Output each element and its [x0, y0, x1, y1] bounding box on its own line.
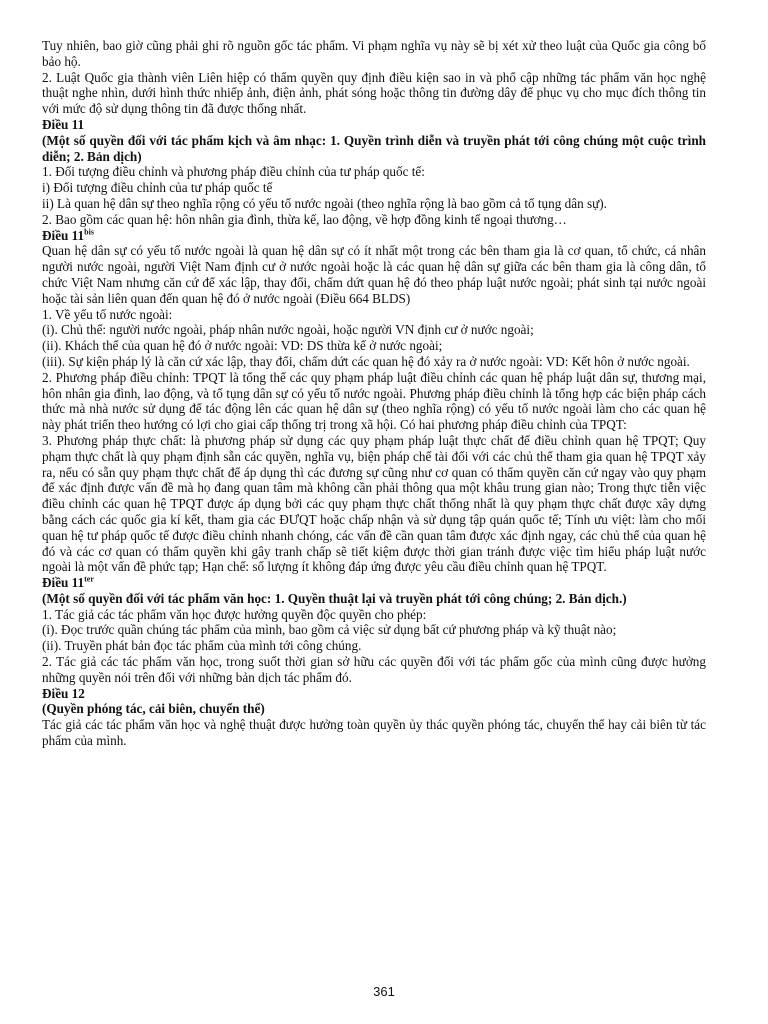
paragraph-text: 3. Phương pháp thực chất: là phương pháp sử dụng các quy phạm pháp luật thực chất để điều chỉnh quan hệ TPQT; Quy phạm thực chất là quy phạm định sẵn các quyền, nghĩa vụ, biện pháp chế tài đối với các chủ thể tham gia quan hệ TPQT xảy ra, nếu có sẵn quy phạm thực chất để áp dụng thì các đương sự cũng như cơ quan có thẩm quyền căn cứ ngay vào quy phạm để xác định được vấn đề mà họ đang quan tâm mà không cần phải thông qua một khâu trung gian nào; Trong thực tiễn việc điều chỉnh các quan hệ TPQT được áp dụng bởi các quy phạm thực chất thống nhất là quy phạm thực chất được xây dựng bằng cách các quốc gia kí kết, tham gia các ĐƯQT hoặc chấp nhận và sử dụng tập quán quốc tế; Tính ưu việt: làm cho mối quan hệ tư pháp quốc tế được điều chỉnh nhanh chóng, các vấn đề cần quan tâm được xác định ngay, các chủ thể của quan hệ đó và các cơ quan có thẩm quyền khi gây tranh chấp sẽ tiết kiệm được thời gian tránh được việc tìm hiểu pháp luật nước ngoài là một vấn đề phức tạp; Hạn chế: số lượng ít không đáp ứng được yêu cầu điều chỉnh quan hệ TPQT.: [42, 432, 706, 575]
heading-text: Điều 11: [42, 575, 85, 591]
paragraph-text: 2. Phương pháp điều chỉnh: TPQT là tổng thể các quy phạm pháp luật điều chỉnh các quan hệ pháp luật dân sự, thương mại, hôn nhân gia đình, lao động, và tố tụng dân sự có yếu tố nước ngoài. Phương pháp điều chỉnh là tổng hợp các biện pháp cách thức mà nhà nước sử dụng để tác động lên các quan hệ dân sự (theo nghĩa rộng) có yếu tố nước ngoài làm cho các quan hệ này phát triển theo hướng có lợi cho giai cấp thống trị trong xã hội. Có hai phương pháp điều chỉnh của TPQT:: [42, 369, 706, 433]
paragraph-text: 2. Luật Quốc gia thành viên Liên hiệp có thẩm quyền quy định điều kiện sao in và phổ cập những tác phẩm văn học nghệ thuật nghe nhìn, dưới hình thức nhiếp ảnh, điện ảnh, phát sóng hoặc thông tin đường dây để phục vụ cho mục đích thông tin với mức độ sử dụng thông tin đã được thống nhất.: [42, 69, 706, 117]
paragraph: [42, 607, 706, 623]
heading-text: (Một số quyền đối với tác phẩm văn học: 1. Quyền thuật lại và truyền phát tới công chúng; 2. Bản dịch.): [42, 590, 627, 606]
paragraph-text: 1. Tác giả các tác phẩm văn học được hưởng quyền độc quyền cho phép:: [42, 606, 427, 622]
page-number: 361: [373, 984, 395, 999]
paragraph: [42, 38, 706, 70]
section-heading: [42, 701, 706, 717]
paragraph: [42, 370, 706, 433]
heading-text: (Quyền phóng tác, cải biên, chuyển thể): [42, 701, 265, 717]
paragraph: [42, 164, 706, 180]
paragraph: [42, 196, 706, 212]
heading-text: (Một số quyền đối với tác phẩm kịch và âm nhạc: 1. Quyền trình diễn và truyền phát tới công chúng một cuộc trình diễn; 2. Bản dịch): [42, 132, 706, 164]
paragraph-text: ii) Là quan hệ dân sự theo nghĩa rộng có yếu tố nước ngoài (theo nghĩa rộng là bao gồm cả tố tụng dân sự).: [42, 195, 607, 211]
paragraph-text: 1. Về yếu tố nước ngoài:: [42, 306, 173, 322]
paragraph-text: (i). Chủ thể: người nước ngoài, pháp nhân nước ngoài, hoặc người VN định cư ở nước ngoài;: [42, 322, 534, 338]
paragraph-text: 1. Đối tượng điều chỉnh và phương pháp điều chỉnh của tư pháp quốc tế:: [42, 164, 425, 180]
paragraph: [42, 717, 706, 749]
heading-superscript: bis: [84, 227, 94, 237]
heading-superscript: ter: [84, 574, 94, 584]
paragraph: [42, 638, 706, 654]
paragraph: [42, 622, 706, 638]
paragraph-text: (ii). Khách thể của quan hệ đó ở nước ngoài: VD: DS thừa kế ở nước ngoài;: [42, 338, 443, 354]
section-heading: [42, 591, 706, 607]
paragraph-text: Tác giả các tác phẩm văn học và nghệ thuật được hưởng toàn quyền ủy thác quyền phóng tác, chuyển thể hay cải biên từ tác phẩm của mình.: [42, 717, 706, 749]
section-heading: [42, 228, 706, 244]
paragraph: [42, 180, 706, 196]
paragraph: [42, 433, 706, 575]
paragraph-text: i) Đối tượng điều chỉnh của tư pháp quốc tế: [42, 180, 273, 196]
paragraph: [42, 322, 706, 338]
paragraph: [42, 338, 706, 354]
section-heading: [42, 575, 706, 591]
paragraph-text: 2. Tác giả các tác phẩm văn học, trong suốt thời gian sở hữu các quyền đối với tác phẩm gốc của mình cũng được hưởng những quyền nói trên đối với những bản dịch tác phẩm đó.: [42, 654, 706, 685]
paragraph-text: (iii). Sự kiện pháp lý là căn cứ xác lập, thay đổi, chấm dứt các quan hệ đó xảy ra ở nước ngoài: VD: Kết hôn ở nước ngoài.: [42, 353, 690, 369]
heading-text: Điều 11: [42, 227, 85, 243]
paragraph: [42, 654, 706, 686]
heading-text: Điều 12: [42, 685, 85, 701]
document-body: [42, 38, 706, 749]
paragraph: [42, 307, 706, 323]
heading-text: Điều 11: [42, 116, 85, 132]
paragraph: [42, 243, 706, 306]
paragraph-text: Quan hệ dân sự có yếu tố nước ngoài là quan hệ dân sự có ít nhất một trong các bên tham gia là cơ quan, tổ chức, cá nhân người nước ngoài, người Việt Nam định cư ở nước ngoài hoặc là các quan hệ dân sự giữa các bên tham gia là công dân, tổ chức Việt Nam nhưng căn cứ để xác lập, thay đổi, chấm dứt quan hệ đó theo pháp luật nước ngoài; phát sinh tại nước ngoài hoặc tài sản liên quan đến quan hệ đó ở nước ngoài (Điều 664 BLDS): [42, 243, 706, 306]
paragraph-text: 2. Bao gồm các quan hệ: hôn nhân gia đình, thừa kế, lao động, về hợp đồng kinh tế ngoại thương…: [42, 211, 567, 227]
paragraph: [42, 70, 706, 117]
section-heading: [42, 117, 706, 133]
section-heading: [42, 686, 706, 702]
paragraph: [42, 212, 706, 228]
paragraph-text: Tuy nhiên, bao giờ cũng phải ghi rõ nguồn gốc tác phẩm. Vi phạm nghĩa vụ này sẽ bị xét xử theo luật của Quốc gia công bố bảo hộ.: [42, 38, 706, 69]
paragraph: [42, 354, 706, 370]
section-heading: [42, 133, 706, 165]
paragraph-text: (i). Đọc trước quần chúng tác phẩm của mình, bao gồm cả việc sử dụng bất cứ phương pháp và kỹ thuật nào;: [42, 622, 617, 638]
paragraph-text: (ii). Truyền phát bản đọc tác phẩm của mình tới công chúng.: [42, 638, 362, 654]
